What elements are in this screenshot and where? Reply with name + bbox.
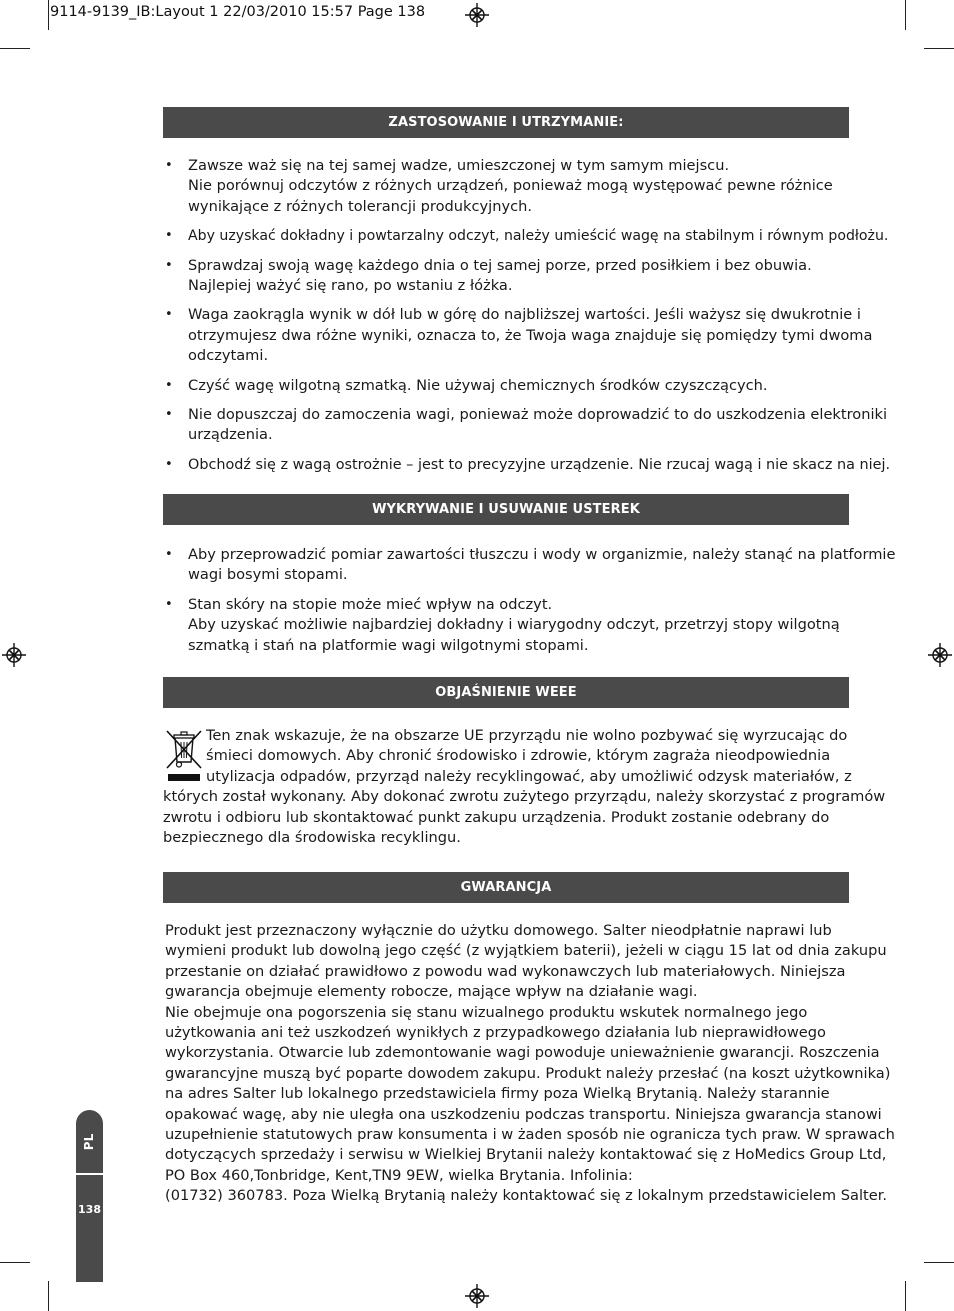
- registration-mark-icon: [465, 1284, 489, 1308]
- section-header-troubleshooting: WYKRYWANIE I USUWANIE USTEREK: [163, 494, 849, 525]
- crop-mark-top-right-v: [905, 0, 906, 30]
- language-label: PL: [82, 1133, 97, 1151]
- registration-mark-icon: [2, 643, 26, 667]
- language-side-tab: [76, 1110, 103, 1282]
- list-item: • Stan skóry na stopie może mieć wpływ na odczyt. Aby uzyskać możliwie najbardziej dokładny i wiarygodny odczyt, przetrzyj stopy wilgotną szmatką i stań na platformie wagi wilgotnymi stopami.: [163, 595, 853, 656]
- list-item: • Czyść wagę wilgotną szmatką. Nie używaj chemicznych środków czyszczących.: [163, 376, 853, 396]
- crop-mark-top-left-v: [48, 0, 49, 30]
- crop-mark-bottom-right-h: [924, 1262, 954, 1263]
- list-item: • Aby uzyskać dokładny i powtarzalny odczyt, należy umieścić wagę na stabilnym i równym podłożu.: [163, 226, 853, 246]
- tab-divider: [76, 1173, 103, 1175]
- care-list: [163, 156, 891, 475]
- weee-paragraph: Ten znak wskazuje, że na obszarze UE przyrządu nie wolno pozbywać się wyrzucając do śmieci domowych. Aby chronić środowisko i zdrowie, którym zagraża nieodpowiednia utylizacja odpadów, przyrząd należy recyklingować, aby umożliwić odzysk materiałów, z których został wykonany. Aby dokonać zwrotu zużytego przyrządu, należy skorzystać z programów zwrotu i odbioru lub skontaktować punkt zakupu urządzenia. Produkt zostanie odebrany do bezpiecznego dla środowiska recyklingu.: [163, 727, 886, 847]
- section-header-warranty: GWARANCJA: [163, 872, 849, 903]
- list-item: • Waga zaokrągla wynik w dół lub w górę do najbliższej wartości. Jeśli ważysz się dwukrotnie i otrzymujesz dwa różne wyniki, oznacza to, że Twoja waga znajduje się pomiędzy tymi dwoma odczytami.: [163, 305, 853, 366]
- registration-mark-icon: [928, 643, 952, 667]
- crop-mark-bottom-left-h: [0, 1262, 30, 1263]
- list-item: • Aby przeprowadzić pomiar zawartości tłuszczu i wody w organizmie, należy stanąć na platformie wagi bosymi stopami.: [163, 545, 853, 586]
- crop-mark-top-right-h: [924, 48, 954, 49]
- list-item: • Nie dopuszczaj do zamoczenia wagi, ponieważ może doprowadzić to do uszkodzenia elektroniki urządzenia.: [163, 405, 853, 446]
- list-item: • Obchodź się z wagą ostrożnie – jest to precyzyjne urządzenie. Nie rzucaj wagą i nie skacz na niej.: [163, 455, 853, 475]
- printer-slug: 9114-9139_IB:Layout 1 22/03/2010 15:57 Page 138: [50, 4, 426, 20]
- page-number: 138: [78, 1203, 101, 1216]
- crop-mark-top-left-h: [0, 48, 30, 49]
- section-header-care: ZASTOSOWANIE I UTRZYMANIE:: [163, 107, 849, 138]
- crop-mark-bottom-left-v: [48, 1281, 49, 1311]
- list-item: • Sprawdzaj swoją wagę każdego dnia o tej samej porze, przed posiłkiem i bez obuwia. Najlepiej ważyć się rano, po wstaniu z łóżka.: [163, 256, 853, 297]
- list-item: • Zawsze waż się na tej samej wadze, umieszczonej w tym samym miejscu. Nie porównuj odczytów z różnych urządzeń, ponieważ mogą występować pewne różnice wynikające z różnych tolerancji produkcyjnych.: [163, 156, 853, 217]
- registration-mark-icon: [465, 3, 489, 27]
- section-header-weee: OBJAŚNIENIE WEEE: [163, 677, 849, 708]
- troubleshooting-list: [163, 545, 896, 656]
- warranty-paragraph: Produkt jest przeznaczony wyłącznie do użytku domowego. Salter nieodpłatnie naprawi lub wymieni produkt lub dowolną jego część (z wyjątkiem baterii), jeżeli w ciągu 15 lat od dnia zakupu przestanie on działać prawidłowo z powodu wad wykonawczych lub materiałowych. Niniejsza gwarancja obejmuje elementy robocze, mające wpływ na działanie wagi. Nie obejmuje ona pogorszenia się stanu wizualnego produktu wskutek normalnego jego użytkowania ani też uszkodzeń wynikłych z przypadkowego działania lub nieprawidłowego wykorzystania. Otwarcie lub zdemontowanie wagi powoduje unieważnienie gwarancji. Roszczenia gwarancyjne muszą być poparte dowodem zakupu. Produkt należy przesłać (na koszt użytkownika) na adres Salter lub lokalnego przedstawiciela firmy poza Wielką Brytanią. Należy starannie opakować wagę, aby nie uległa ona uszkodzeniu podczas transportu. Niniejsza gwarancja stanowi uzupełnienie statutowych praw konsumenta i w żaden sposób nie ogranicza tych praw. W sprawach dotyczących sprzedaży i serwisu w Wielkiej Brytanii należy kontaktować się z HoMedics Group Ltd, PO Box 460,Tonbridge, Kent,TN9 9EW, wielka Brytania. Infolinia: (01732) 360783. Poza Wielką Brytanią należy kontaktować się z lokalnym przedstawicielem Salter.: [165, 922, 895, 1205]
- crop-mark-bottom-right-v: [905, 1281, 906, 1311]
